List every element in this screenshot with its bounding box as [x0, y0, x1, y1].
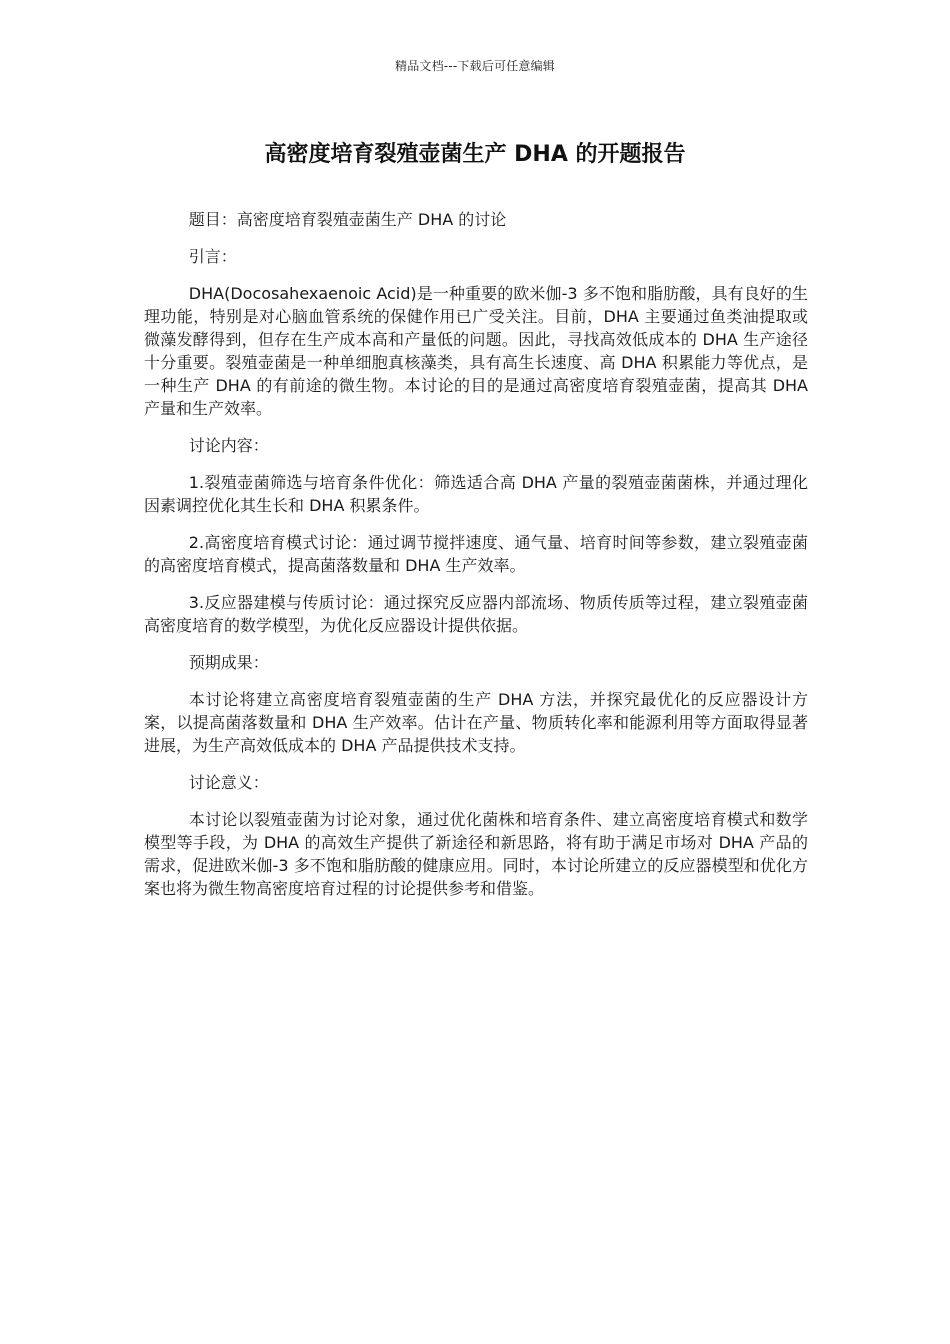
significance-heading: 讨论意义： — [188, 773, 269, 792]
header-note: 精品文档---下载后可任意编辑 — [395, 59, 555, 73]
intro-heading: 引言： — [188, 247, 237, 266]
significance-paragraph: 本讨论以裂殖壶菌为讨论对象，通过优化菌株和培育条件、建立高密度培育模式和数学模型等手段，为 DHA 的高效生产提供了新途径和新思路，将有助于满足市场对 DHA 产品的需求，促进欧米伽-3 多不饱和脂肪酸的健康应用。同时，本讨论所建立的反应器模型和优化方案也将为微生物高密度培育过程的讨论提供参考和借鉴。 — [144, 810, 808, 898]
content-item-1: 1.裂殖壶菌筛选与培育条件优化：筛选适合高 DHA 产量的裂殖壶菌菌株，并通过理化因素调控优化其生长和 DHA 积累条件。 — [144, 473, 808, 515]
topic-line: 题目：高密度培育裂殖壶菌生产 DHA 的讨论 — [188, 210, 507, 229]
document-title: 高密度培育裂殖壶菌生产 DHA 的开题报告 — [264, 142, 686, 167]
content-heading: 讨论内容： — [188, 436, 269, 455]
results-heading: 预期成果： — [188, 653, 269, 672]
content-item-3: 3.反应器建模与传质讨论：通过探究反应器内部流场、物质传质等过程，建立裂殖壶菌高密度培育的数学模型，为优化反应器设计提供依据。 — [144, 593, 808, 635]
results-paragraph: 本讨论将建立高密度培育裂殖壶菌的生产 DHA 方法，并探究最优化的反应器设计方案，以提高菌落数量和 DHA 生产效率。估计在产量、物质转化率和能源利用等方面取得显著进展，为生产高效低成本的 DHA 产品提供技术支持。 — [144, 690, 808, 755]
document-body — [144, 208, 808, 914]
intro-paragraph: DHA(Docosahexaenoic Acid)是一种重要的欧米伽-3 多不饱和脂肪酸，具有良好的生理功能，特别是对心脑血管系统的保健作用已广受关注。目前，DHA 主要通过鱼类油提取或微藻发酵得到，但存在生产成本高和产量低的问题。因此，寻找高效低成本的 DHA 生产途径十分重要。裂殖壶菌是一种单细胞真核藻类，具有高生长速度、高 DHA 积累能力等优点，是一种生产 DHA 的有前途的微生物。本讨论的目的是通过高密度培育裂殖壶菌，提高其 DHA 产量和生产效率。 — [144, 284, 808, 418]
content-item-2: 2.高密度培育模式讨论：通过调节搅拌速度、通气量、培育时间等参数，建立裂殖壶菌的高密度培育模式，提高菌落数量和 DHA 生产效率。 — [144, 533, 808, 575]
